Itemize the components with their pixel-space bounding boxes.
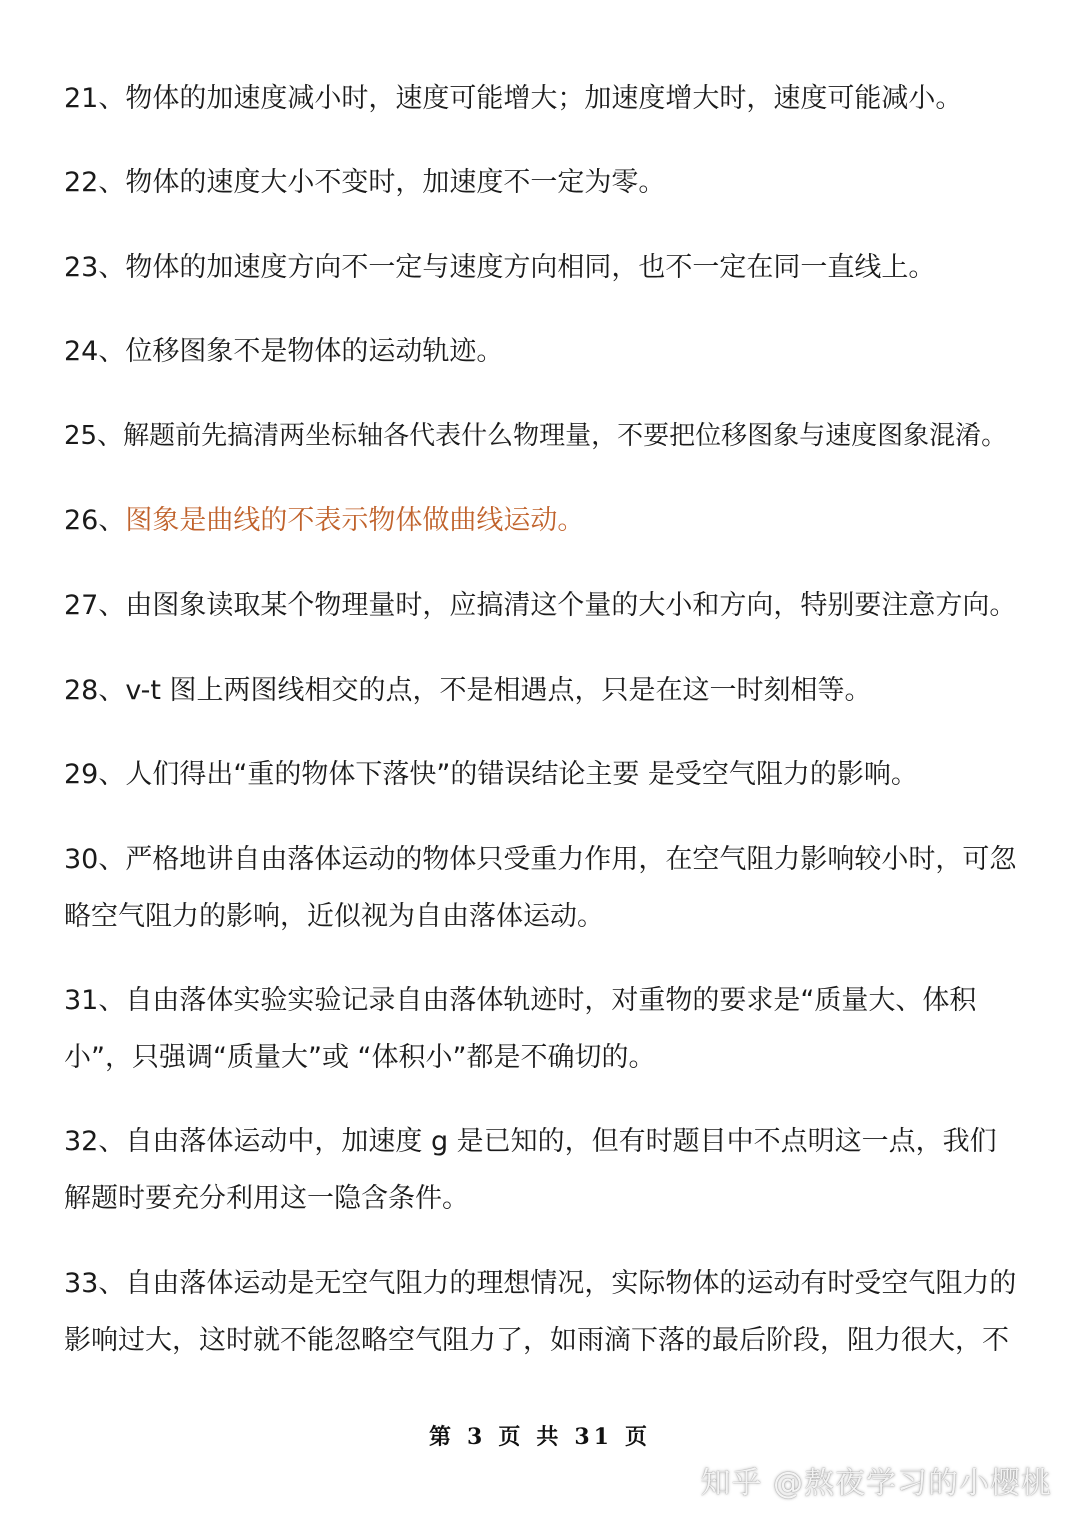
item-number: 33、 [64, 1268, 126, 1299]
footer-total-pages: 31 [574, 1424, 613, 1450]
list-item [64, 408, 1019, 465]
item-text: 严格地讲自由落体运动的物体只受重力作用，在空气阻力影响较小时，可忽略空气阻力的影响，近似视为自由落体运动。 [64, 844, 1017, 932]
item-number: 22、 [64, 167, 126, 198]
item-number: 23、 [64, 252, 126, 283]
list-item-highlighted [64, 492, 1019, 549]
item-number: 29、 [64, 759, 126, 790]
list-item [64, 831, 1019, 945]
list-item [64, 746, 1019, 803]
footer-page-number: 3 [467, 1424, 487, 1450]
item-number: 32、 [64, 1126, 126, 1157]
item-text: v-t 图上两图线相交的点，不是相遇点，只是在这一时刻相等。 [125, 675, 872, 706]
item-text: 位移图象不是物体的运动轨迹。 [125, 336, 504, 367]
item-text: 物体的速度大小不变时，加速度不一定为零。 [125, 167, 666, 198]
list-item [64, 154, 1019, 211]
footer-ye: 页 [498, 1424, 525, 1450]
item-text: 自由落体运动中，加速度 g 是已知的，但有时题目中不点明这一点，我们解题时要充分利用这一隐含条件。 [64, 1126, 997, 1214]
item-number: 28、 [64, 675, 126, 706]
item-text: 自由落体实验实验记录自由落体轨迹时，对重物的要求是“质量大、体积小”，只强调“质量大”或 “体积小”都是不确切的。 [64, 985, 977, 1073]
footer-di: 第 [429, 1424, 456, 1450]
item-text: 图象是曲线的不表示物体做曲线运动。 [125, 505, 585, 536]
item-number: 31、 [64, 985, 126, 1016]
item-number: 26、 [64, 505, 126, 536]
item-number: 24、 [64, 336, 126, 367]
list-item [64, 972, 1019, 1086]
footer-gong: 共 [536, 1424, 563, 1450]
item-number: 30、 [64, 844, 126, 875]
item-text: 物体的加速度方向不一定与速度方向相同，也不一定在同一直线上。 [125, 252, 936, 283]
list-item [64, 662, 1019, 719]
list-item [64, 1255, 1019, 1369]
list-item [64, 70, 1019, 127]
item-text: 自由落体运动是无空气阻力的理想情况，实际物体的运动有时受空气阻力的影响过大，这时就不能忽略空气阻力了，如雨滴下落的最后阶段，阻力很大，不 [64, 1268, 1017, 1356]
item-number: 27、 [64, 590, 126, 621]
page-footer [0, 1420, 1080, 1451]
item-text: 物体的加速度减小时，速度可能增大；加速度增大时，速度可能减小。 [125, 83, 963, 114]
item-text: 解题前先搞清两坐标轴各代表什么物理量，不要把位移图象与速度图象混淆。 [123, 421, 1008, 451]
list-item [64, 323, 1019, 380]
list-item [64, 577, 1019, 634]
item-number: 21、 [64, 83, 126, 114]
item-text: 人们得出“重的物体下落快”的错误结论主要 是受空气阻力的影响。 [125, 759, 918, 790]
list-item [64, 239, 1019, 296]
watermark: 知乎 @熬夜学习的小樱桃 [700, 1466, 1052, 1501]
item-number: 25、 [64, 421, 124, 451]
footer-ye: 页 [624, 1424, 651, 1450]
list-item [64, 1113, 1019, 1227]
item-text: 由图象读取某个物理量时，应搞清这个量的大小和方向，特别要注意方向。 [125, 590, 1017, 621]
